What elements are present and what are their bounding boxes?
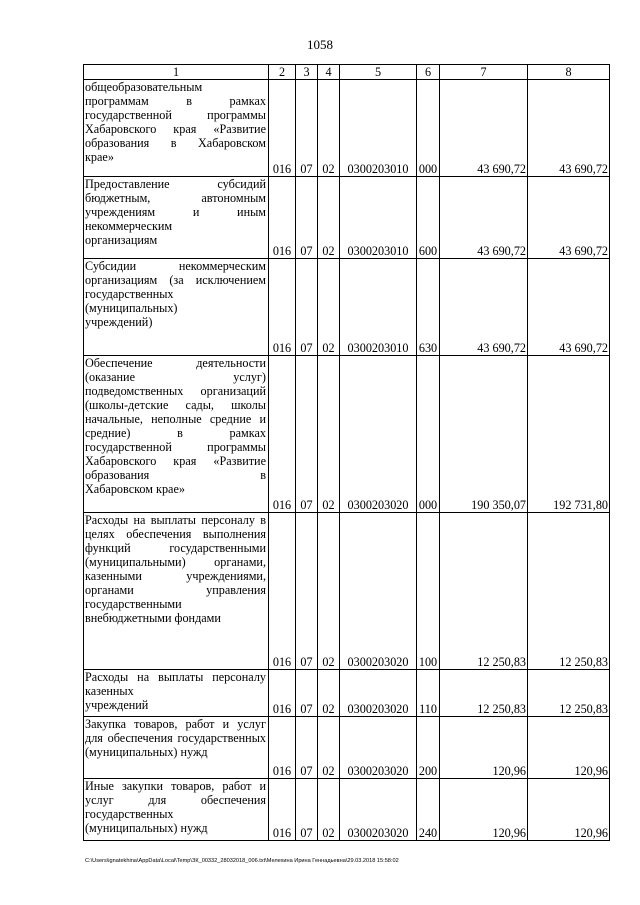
row-name-text: Обеспечение деятельности (оказание услуг) подведомственных организаций (школы-детские сады, школы начальные, неполные средние и средние) в рамках государственной программы Хабаровского края «Развитие образования в — [85, 356, 266, 482]
amount-year2-cell: 192 731,80 — [528, 356, 610, 513]
section-code-cell: 07 — [296, 177, 318, 259]
target-article-cell: 0300203020 — [340, 779, 417, 841]
row-name-last-line: внебюджетными фондами — [85, 611, 221, 625]
ministry-code-cell: 016 — [269, 356, 296, 513]
header-cell: 5 — [340, 65, 417, 80]
subsection-code-cell: 02 — [318, 670, 340, 717]
amount-year1-cell: 120,96 — [440, 717, 528, 779]
ministry-code-cell: 016 — [269, 779, 296, 841]
row-name-last-line: учреждений) — [85, 315, 153, 329]
table-row — [84, 513, 610, 670]
amount-year2-cell: 120,96 — [528, 717, 610, 779]
amount-year1-cell: 190 350,07 — [440, 356, 528, 513]
expense-type-cell: 000 — [417, 80, 440, 177]
row-name-last-line: организациям — [85, 233, 158, 247]
row-name-cell — [84, 513, 269, 670]
table-row — [84, 779, 610, 841]
target-article-cell: 0300203020 — [340, 670, 417, 717]
subsection-code-cell: 02 — [318, 177, 340, 259]
section-code-cell: 07 — [296, 779, 318, 841]
section-code-cell: 07 — [296, 717, 318, 779]
header-cell: 2 — [269, 65, 296, 80]
row-name-cell — [84, 779, 269, 841]
expense-type-cell: 600 — [417, 177, 440, 259]
expense-type-cell: 000 — [417, 356, 440, 513]
section-code-cell: 07 — [296, 259, 318, 356]
table-row — [84, 80, 610, 177]
target-article-cell: 0300203010 — [340, 259, 417, 356]
ministry-code-cell: 016 — [269, 670, 296, 717]
subsection-code-cell: 02 — [318, 717, 340, 779]
amount-year2-cell: 12 250,83 — [528, 513, 610, 670]
amount-year1-cell: 12 250,83 — [440, 670, 528, 717]
row-name-cell — [84, 259, 269, 356]
target-article-cell: 0300203020 — [340, 356, 417, 513]
amount-year2-cell: 12 250,83 — [528, 670, 610, 717]
ministry-code-cell: 016 — [269, 513, 296, 670]
row-name-last-line: крае» — [85, 150, 114, 164]
row-name-text: Расходы на выплаты персоналу казенных — [85, 670, 266, 698]
header-cell: 7 — [440, 65, 528, 80]
table-row — [84, 717, 610, 779]
section-code-cell: 07 — [296, 670, 318, 717]
amount-year2-cell: 43 690,72 — [528, 177, 610, 259]
amount-year2-cell: 120,96 — [528, 779, 610, 841]
row-name-text: Предоставление субсидий бюджетным, автономным учреждениям и иным некоммерческим — [85, 177, 266, 233]
expense-type-cell: 200 — [417, 717, 440, 779]
subsection-code-cell: 02 — [318, 80, 340, 177]
budget-table — [83, 64, 610, 841]
subsection-code-cell: 02 — [318, 779, 340, 841]
row-name-cell — [84, 177, 269, 259]
section-code-cell: 07 — [296, 513, 318, 670]
section-code-cell: 07 — [296, 356, 318, 513]
table-row — [84, 356, 610, 513]
amount-year1-cell: 43 690,72 — [440, 80, 528, 177]
header-cell: 8 — [528, 65, 610, 80]
amount-year1-cell: 120,96 — [440, 779, 528, 841]
ministry-code-cell: 016 — [269, 259, 296, 356]
header-cell: 4 — [318, 65, 340, 80]
row-name-text: общеобразовательным программам в рамках государственной программы Хабаровского края «Развитие образования в Хабаровском — [85, 80, 266, 150]
expense-type-cell: 630 — [417, 259, 440, 356]
expense-type-cell: 240 — [417, 779, 440, 841]
amount-year2-cell: 43 690,72 — [528, 259, 610, 356]
row-name-last-line: учреждений — [85, 698, 149, 712]
header-cell: 6 — [417, 65, 440, 80]
page-number: 1058 — [307, 37, 333, 52]
row-name-text: Иные закупки товаров, работ и услуг для обеспечения государственных — [85, 779, 266, 821]
amount-year1-cell: 12 250,83 — [440, 513, 528, 670]
row-name-cell — [84, 356, 269, 513]
row-name-text: Закупка товаров, работ и услуг для обеспечения государственных — [85, 717, 266, 745]
header-cell: 1 — [84, 65, 269, 80]
subsection-code-cell: 02 — [318, 356, 340, 513]
row-name-last-line: Хабаровском крае» — [85, 482, 185, 496]
header-cell: 3 — [296, 65, 318, 80]
amount-year1-cell: 43 690,72 — [440, 259, 528, 356]
ministry-code-cell: 016 — [269, 177, 296, 259]
target-article-cell: 0300203010 — [340, 177, 417, 259]
row-name-cell — [84, 670, 269, 717]
row-name-text: Субсидии некоммерческим организациям (за исключением государственных (муниципальных) — [85, 259, 266, 315]
ministry-code-cell: 016 — [269, 80, 296, 177]
table-row — [84, 259, 610, 356]
amount-year2-cell: 43 690,72 — [528, 80, 610, 177]
file-path-footer: C:\Users\ignatekhina\AppData\Local\Temp\ЗК_00332_28032018_006.txt\Мелехина Ирина Геннадьевна\29.03.2018 15:58:02 — [85, 858, 399, 864]
target-article-cell: 0300203010 — [340, 80, 417, 177]
target-article-cell: 0300203020 — [340, 717, 417, 779]
expense-type-cell: 110 — [417, 670, 440, 717]
row-name-cell — [84, 717, 269, 779]
expense-type-cell: 100 — [417, 513, 440, 670]
subsection-code-cell: 02 — [318, 259, 340, 356]
subsection-code-cell: 02 — [318, 513, 340, 670]
section-code-cell: 07 — [296, 80, 318, 177]
table-row — [84, 670, 610, 717]
row-name-last-line: (муниципальных) нужд — [85, 745, 208, 759]
header-row — [84, 65, 610, 80]
row-name-text: Расходы на выплаты персоналу в целях обеспечения выполнения функций государственными (муниципальными) органами, казенными учреждениями, органами управления государственными — [85, 513, 266, 611]
table-row — [84, 177, 610, 259]
target-article-cell: 0300203020 — [340, 513, 417, 670]
row-name-cell — [84, 80, 269, 177]
row-name-last-line: (муниципальных) нужд — [85, 821, 208, 835]
amount-year1-cell: 43 690,72 — [440, 177, 528, 259]
ministry-code-cell: 016 — [269, 717, 296, 779]
